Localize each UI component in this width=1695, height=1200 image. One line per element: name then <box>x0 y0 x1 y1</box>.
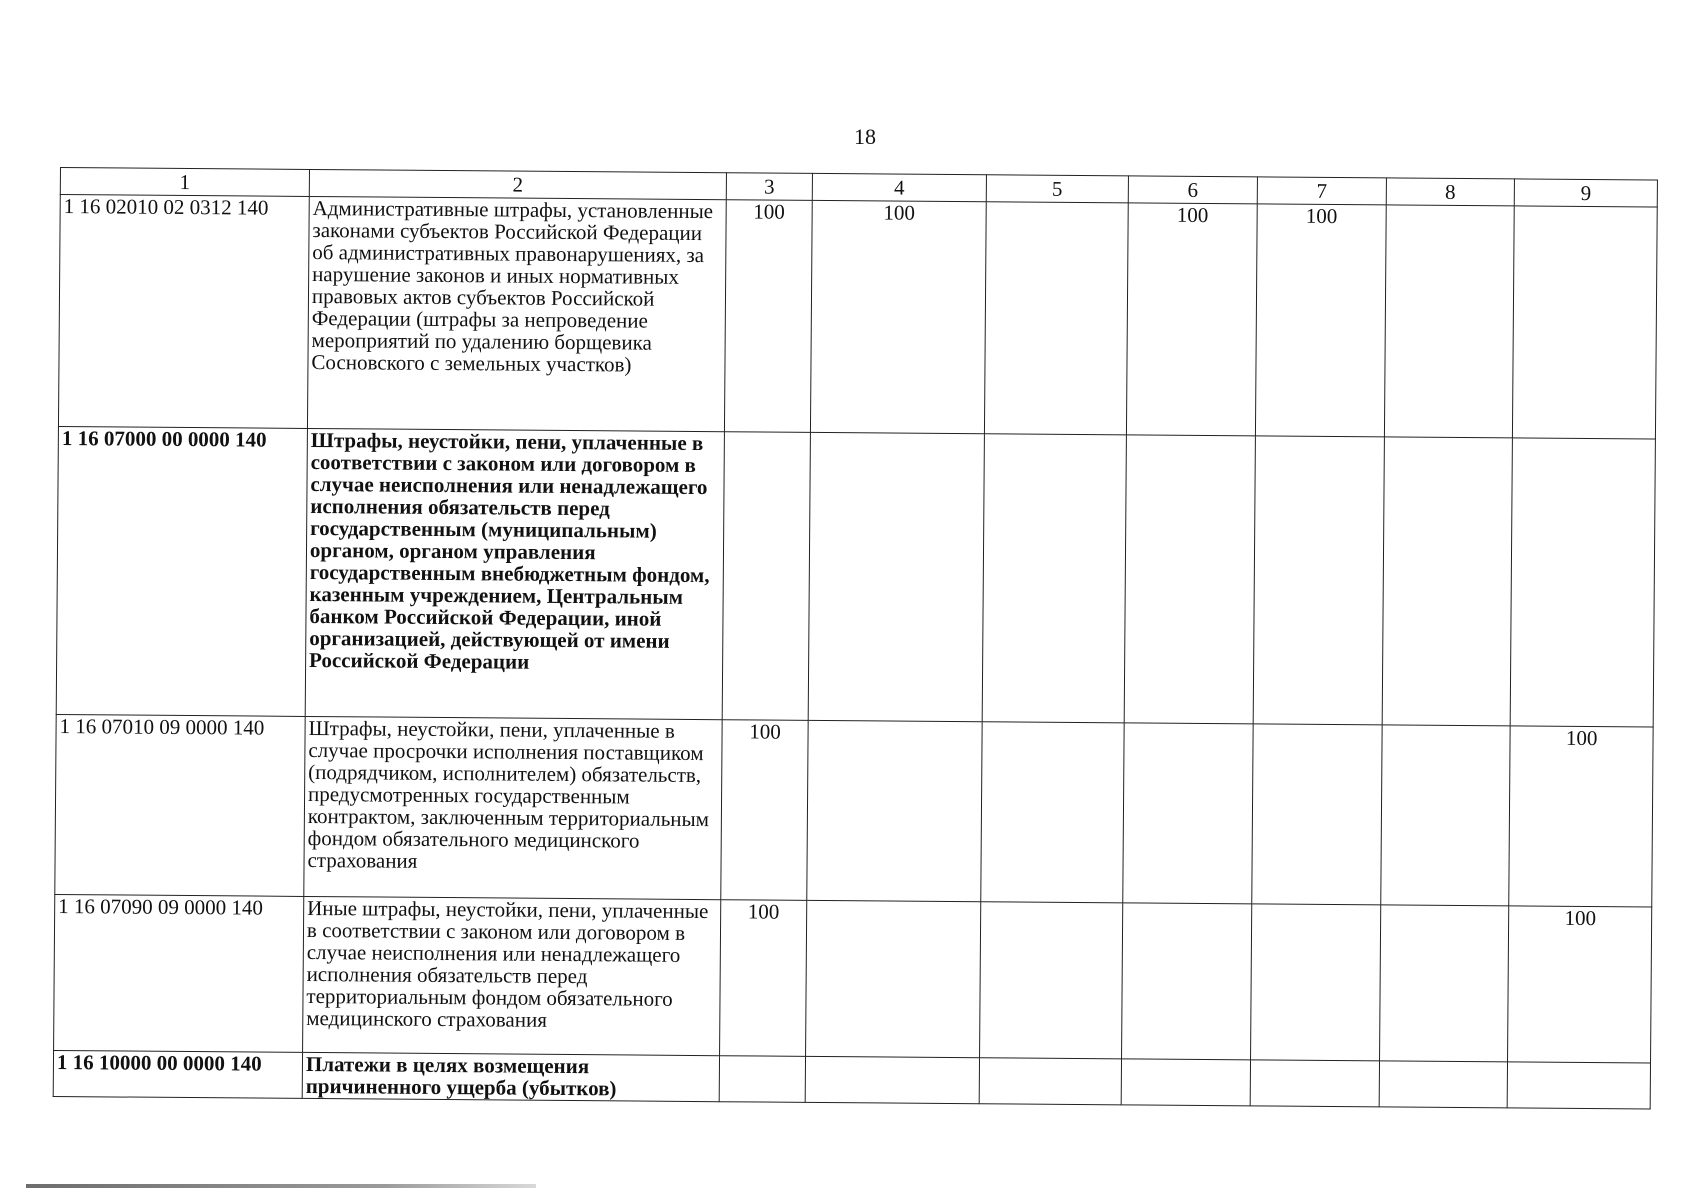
page-number: 18 <box>854 124 876 149</box>
value-cell: 100 <box>721 720 808 901</box>
value-cell <box>1384 205 1514 438</box>
row-code: 1 16 02010 02 0312 140 <box>58 195 309 429</box>
row-description: Штрафы, неустойки, пени, уплаченные в случае просрочки исполнения поставщиком (подрядчиком, исполнителем) обязательств, предусмотренных государственным контрактом, заключенным территориальным фондом обязательного медицинского страхования <box>304 716 722 899</box>
value-cell <box>980 902 1123 1059</box>
value-cell <box>1510 438 1655 727</box>
header-cell: 9 <box>1514 179 1657 207</box>
value-cell <box>1121 1059 1251 1106</box>
value-cell: 100 <box>810 200 986 433</box>
value-cell: 100 <box>1509 726 1653 907</box>
value-cell <box>1507 1062 1650 1109</box>
value-cell: 100 <box>719 900 806 1057</box>
table-row <box>54 894 1652 1063</box>
value-cell <box>981 722 1124 903</box>
table-row <box>55 714 1653 907</box>
value-cell: 100 <box>1256 204 1386 437</box>
header-cell: 1 <box>60 168 309 197</box>
row-description: Иные штрафы, неустойки, пени, уплаченные в соответствии с законом или договором в случае неисполнения или ненадлежащего исполнения обязательств перед территориальным фондом обязательного медицинского страхования <box>303 896 721 1055</box>
header-cell: 7 <box>1257 177 1386 205</box>
row-description: Платежи в целях возмещения причиненного ущерба (убытков) <box>302 1052 719 1101</box>
header-cell: 8 <box>1386 178 1515 206</box>
value-cell <box>1252 724 1382 905</box>
row-code: 1 16 10000 00 0000 140 <box>53 1050 302 1098</box>
header-cell: 6 <box>1128 176 1258 204</box>
value-cell <box>1251 904 1381 1061</box>
value-cell <box>1382 437 1513 726</box>
value-cell <box>982 434 1126 723</box>
value-cell <box>805 900 980 1057</box>
row-code: 1 16 07010 09 0000 140 <box>55 714 305 896</box>
value-cell <box>1379 905 1509 1062</box>
row-description: Административные штрафы, установленные законами субъектов Российской Федерации об административных правонарушениях, за нарушение законов и иных нормативных правовых актов субъектов Российской Федерации (штрафы за непроведение мероприятий по удалению борщевика Сосновского с земельных участков) <box>307 196 726 431</box>
value-cell <box>984 202 1127 435</box>
value-cell <box>805 1056 979 1103</box>
row-description: Штрафы, неустойки, пени, уплаченные в соответствии с законом или договором в случае неисполнения или ненадлежащего исполнения обязательств перед государственным (муниципальным) органом, органом управления государственным внебюджетным фондом, казенным учреждением, Центральным банком Российской Федерации, иной организацией, действующей от имени Российской Федерации <box>305 428 724 719</box>
value-cell <box>1124 435 1256 724</box>
value-cell <box>1380 725 1510 906</box>
value-cell <box>1122 723 1253 904</box>
value-cell <box>807 720 982 901</box>
scan-artifact-line <box>26 1184 536 1188</box>
value-cell: 100 <box>1126 203 1257 436</box>
table-row <box>58 195 1657 440</box>
row-code: 1 16 07090 09 0000 140 <box>54 894 304 1052</box>
table-row <box>56 426 1655 727</box>
value-cell <box>1379 1061 1508 1108</box>
header-cell: 3 <box>726 173 812 201</box>
value-cell <box>979 1058 1121 1105</box>
value-cell <box>719 1056 805 1103</box>
value-cell <box>1253 436 1384 725</box>
header-cell: 4 <box>812 173 986 201</box>
value-cell <box>808 432 984 721</box>
value-cell <box>1250 1060 1379 1107</box>
value-cell <box>1513 206 1658 439</box>
row-code: 1 16 07000 00 0000 140 <box>56 426 307 716</box>
value-cell: 100 <box>1508 906 1652 1063</box>
value-cell: 100 <box>724 200 812 433</box>
header-cell: 5 <box>986 175 1128 203</box>
header-cell: 2 <box>309 169 726 199</box>
value-cell <box>1121 903 1252 1060</box>
revenue-table <box>53 167 1658 1110</box>
value-cell <box>722 432 810 721</box>
